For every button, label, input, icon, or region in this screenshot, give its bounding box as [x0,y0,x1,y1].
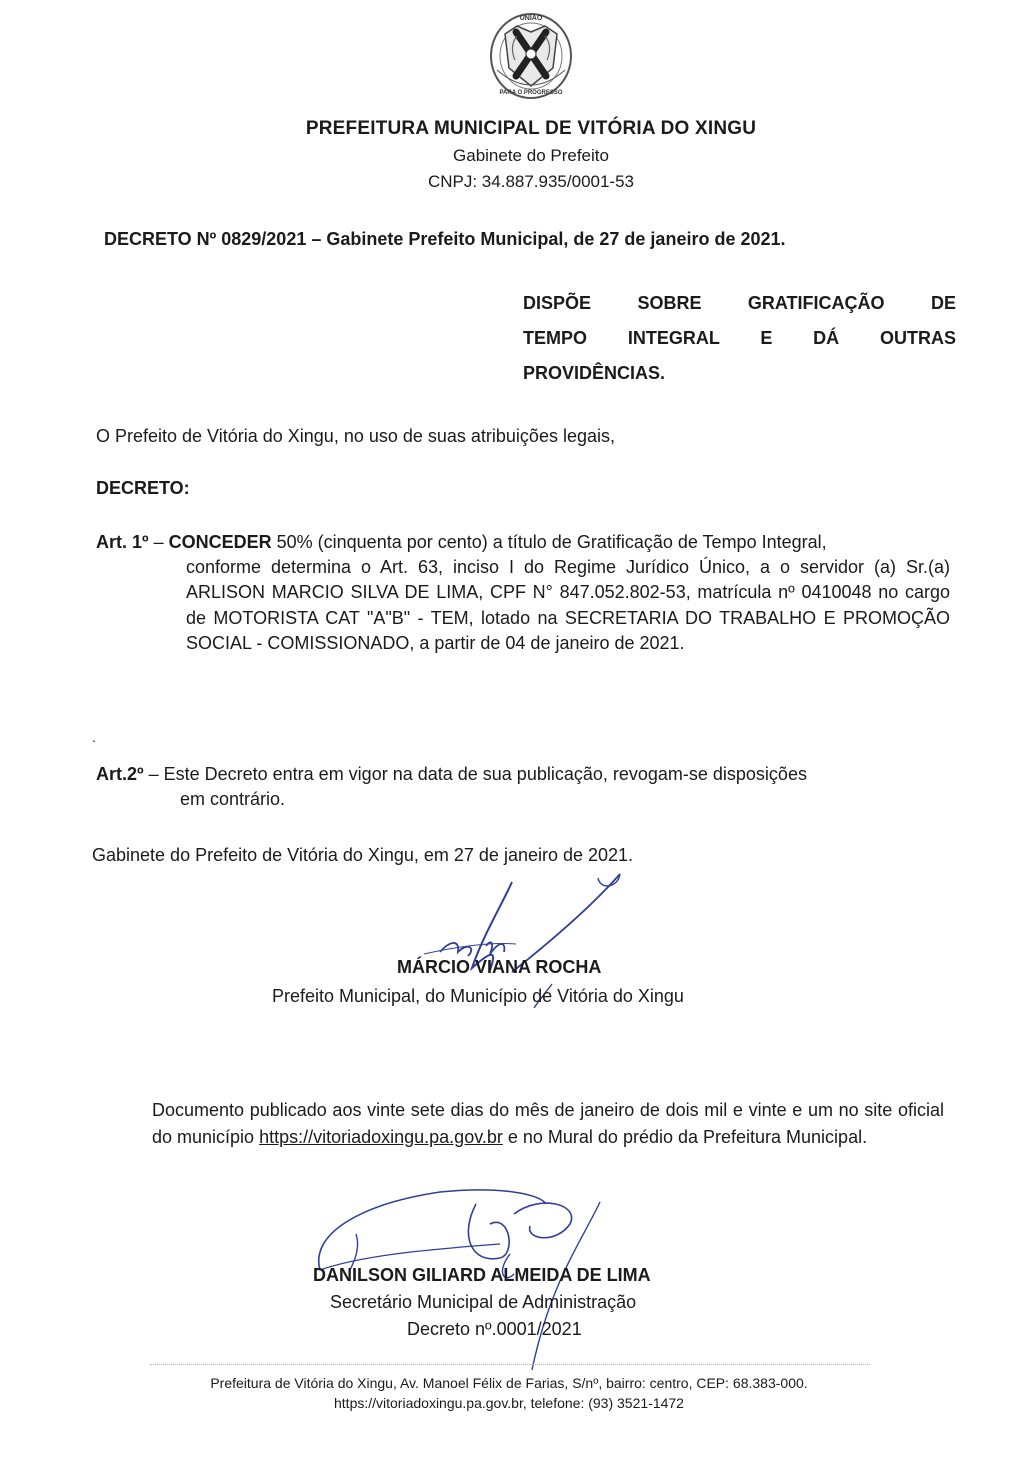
mayor-role: Prefeito Municipal, do Município de Vitória do Xingu [272,986,684,1006]
secretary-decree: Decreto nº.0001/2021 [407,1319,582,1339]
mayor-name: MÁRCIO VIANA ROCHA [397,957,602,977]
article-1-verb: CONCEDER [168,532,272,552]
article-1-label: Art. 1º [96,532,149,552]
footer-divider [150,1364,870,1365]
publication-text-after: e no Mural do prédio da Prefeitura Municipal. [502,1127,868,1147]
page-subtitle: Gabinete do Prefeito [453,146,609,165]
closing-text: Gabinete do Prefeito de Vitória do Xingu, em 27 de janeiro de 2021. [92,845,634,865]
article-1-first-line-text: 50% (cinquenta por cento) a título de Gratificação de Tempo Integral, [271,532,827,552]
article-2-first-line [96,764,807,785]
secretary-role: Secretário Municipal de Administração [330,1292,637,1312]
publication-text-before: Documento publicado aos vinte sete dias do mês de janeiro de dois mil e vinte e um no site oficial do município [152,1100,944,1147]
cnpj-text: CNPJ: 34.887.935/0001-53 [427,172,635,191]
footer-address: Prefeitura de Vitória do Xingu, Av. Manoel Félix de Farias, S/nº, bairro: centro, CEP: 68.383-000. [210,1375,808,1391]
article-2-label: Art.2º [96,764,144,784]
preamble-text: O Prefeito de Vitória do Xingu, no uso de suas atribuições legais, [96,426,615,446]
ementa-line: TEMPO INTEGRAL E DÁ OUTRAS [523,328,956,348]
decreto-label: DECRETO: [96,478,190,498]
article-1-body: conforme determina o Art. 63, inciso I do Regime Jurídico Único, a o servidor (a) Sr.(a) ARLISON MARCIO SILVA DE LIMA, CPF N° 847.052.802-53, matrícula nº 0410048 no cargo de MOTORISTA CAT "A"B" - TEM, lotado na SECRETARIA DO TRABALHO E PROMOÇÃO SOCIAL - COMISSIONADO, a partir de 04 de janeiro de 2021. [186,557,950,654]
decree-title: DECRETO Nº 0829/2021 – Gabinete Prefeito Municipal, de 27 de janeiro de 2021. [104,229,786,249]
publication-note [152,1097,944,1151]
ementa-line: DISPÕE SOBRE GRATIFICAÇÃO DE [523,293,956,313]
secretary-name: DANILSON GILIARD ALMEIDA DE LIMA [313,1265,651,1285]
page-title: PREFEITURA MUNICIPAL DE VITÓRIA DO XINGU [305,118,757,139]
seal-text-top: UNIÃO [519,15,543,22]
municipal-seal-icon [487,10,575,102]
article-1-first-line [96,532,827,553]
stray-mark: . [92,729,96,745]
article-2-first-line-text: – Este Decreto entra em vigor na data de sua publicação, revogam-se disposições [143,764,807,784]
article-2-body: em contrário. [180,789,286,809]
footer-contact: https://vitoriadoxingu.pa.gov.br, telefone: (93) 3521-1472 [334,1395,684,1411]
article-1-dash: – [148,532,169,552]
website-link[interactable]: https://vitoriadoxingu.pa.gov.br [259,1127,503,1147]
seal-text-bottom: PARA O PROGRESSO [499,90,563,96]
ementa-line: PROVIDÊNCIAS. [523,363,666,383]
decree-ementa [523,286,956,391]
